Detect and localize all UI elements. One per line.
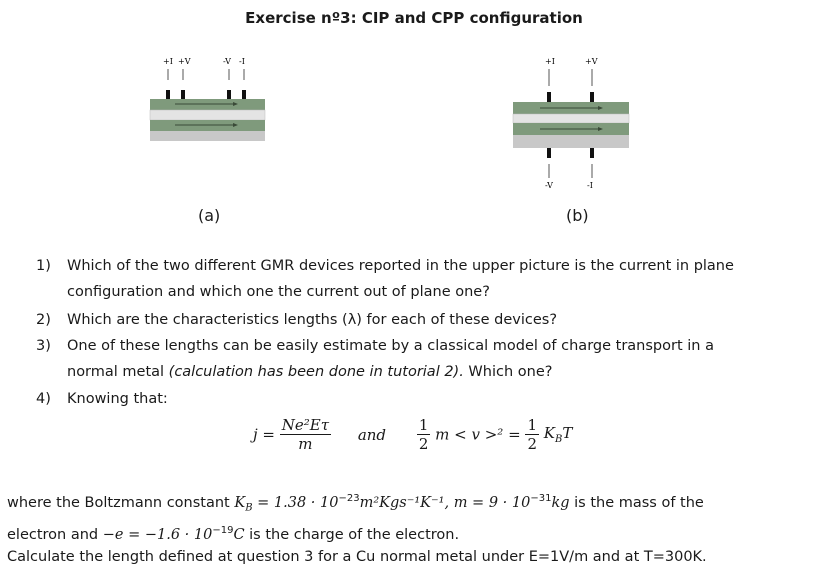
kb-units: m²Kgs⁻¹K⁻¹ [359, 494, 445, 511]
cpp-substrate [513, 135, 629, 148]
kinetic-term: m < v >² = [435, 425, 521, 444]
equation-row [253, 416, 653, 466]
mass-units: kg [551, 494, 570, 511]
temperature-symbol: T [562, 424, 573, 442]
question-3-line1: One of these lengths can be easily estimate by a classical model of charge transport in a [67, 338, 714, 354]
figure-a-caption: (a) [198, 206, 221, 225]
figure-a-label-plus-v: +V [178, 57, 191, 66]
electrode-plus-i [166, 90, 170, 99]
calculation-instruction: Calculate the length defined at question 3 for a Cu normal metal under E=1V/m and at T=300K. [7, 548, 707, 565]
question-2 [0, 307, 828, 333]
figure-a-label-minus-i: -I [239, 57, 245, 66]
boltzmann-symbol: K [543, 424, 555, 442]
figure-b-label-minus-i: -I [587, 181, 593, 190]
figure-a-diagram [145, 52, 275, 152]
electrode-bottom-minus-v [547, 148, 551, 158]
boltzmann-subscript: B [554, 434, 563, 445]
constants-line1-end: is the mass of the [569, 494, 704, 511]
question-1-number: 1) [36, 258, 51, 274]
electrode-minus-i [242, 90, 246, 99]
charge-intro: electron and [7, 526, 103, 543]
question-4-line1: Knowing that: [67, 391, 168, 407]
question-2-number: 2) [36, 312, 51, 328]
current-density-denominator: m [298, 435, 313, 453]
charge-line-end: is the charge of the electron. [244, 526, 460, 543]
question-3-line2-end: Which one? [463, 364, 553, 380]
kb-exponent: −23 [338, 493, 360, 504]
question-2-line1: Which are the characteristics lengths (λ) for each of these devices? [67, 312, 558, 328]
constants-paragraph [7, 488, 822, 568]
kinetic-denominator: 2 [418, 435, 429, 453]
question-3-number: 3) [36, 338, 51, 354]
page-title: Exercise nº3: CIP and CPP configuration [245, 9, 583, 27]
electrode-plus-v [181, 90, 185, 99]
question-4 [0, 386, 828, 412]
charge-exponent: −19 [212, 524, 234, 536]
spacer-layer [150, 110, 265, 120]
electrode-minus-v [227, 90, 231, 99]
figure-b-label-minus-v: -V [545, 181, 553, 190]
question-3 [0, 333, 828, 385]
question-3-line2 [67, 359, 787, 385]
thermal-numerator: 1 [527, 416, 537, 434]
figure-b-label-plus-i: +I [545, 57, 555, 66]
charge-unit: C [233, 526, 245, 543]
kb-subscript: B [245, 502, 253, 514]
charge-value: −e = −1.6 · 10 [102, 526, 213, 543]
electrode-top-plus-i [547, 92, 551, 102]
question-3-line2-italic: (calculation has been done in tutorial 2). [168, 364, 464, 380]
question-1-line2: configuration and which one the current out of plane one? [67, 284, 490, 300]
current-density-numerator: Ne²Eτ [281, 416, 330, 434]
current-density-fraction [280, 416, 331, 453]
electrode-bottom-minus-i [590, 148, 594, 158]
current-density-lhs: j = [253, 425, 275, 444]
electrode-top-plus-v [590, 92, 594, 102]
question-3-line2-start: normal metal [67, 364, 169, 380]
question-1 [0, 253, 828, 305]
kb-value: = 1.38 · 10 [252, 494, 339, 511]
equation-and: and [357, 425, 387, 444]
kinetic-numerator: 1 [418, 416, 429, 434]
thermal-denominator: 2 [527, 435, 537, 453]
figure-b-diagram [508, 52, 638, 202]
thermal-term [543, 424, 573, 445]
question-4-number: 4) [36, 391, 51, 407]
kb-symbol: K [234, 494, 246, 511]
thermal-fraction [525, 416, 539, 453]
cpp-spacer [513, 114, 629, 123]
figure-b-label-plus-v: +V [585, 57, 598, 66]
figure-a-label-minus-v: -V [223, 57, 231, 66]
mass-exponent: −31 [530, 493, 552, 504]
mass-value: , m = 9 · 10 [444, 494, 531, 511]
figure-a-label-plus-i: +I [163, 57, 173, 66]
kinetic-fraction [417, 416, 431, 453]
constants-intro: where the Boltzmann constant [7, 494, 235, 511]
question-1-line1: Which of the two different GMR devices reported in the upper picture is the current in plane [67, 258, 734, 274]
figure-b-caption: (b) [566, 206, 589, 225]
substrate-layer [150, 131, 265, 141]
